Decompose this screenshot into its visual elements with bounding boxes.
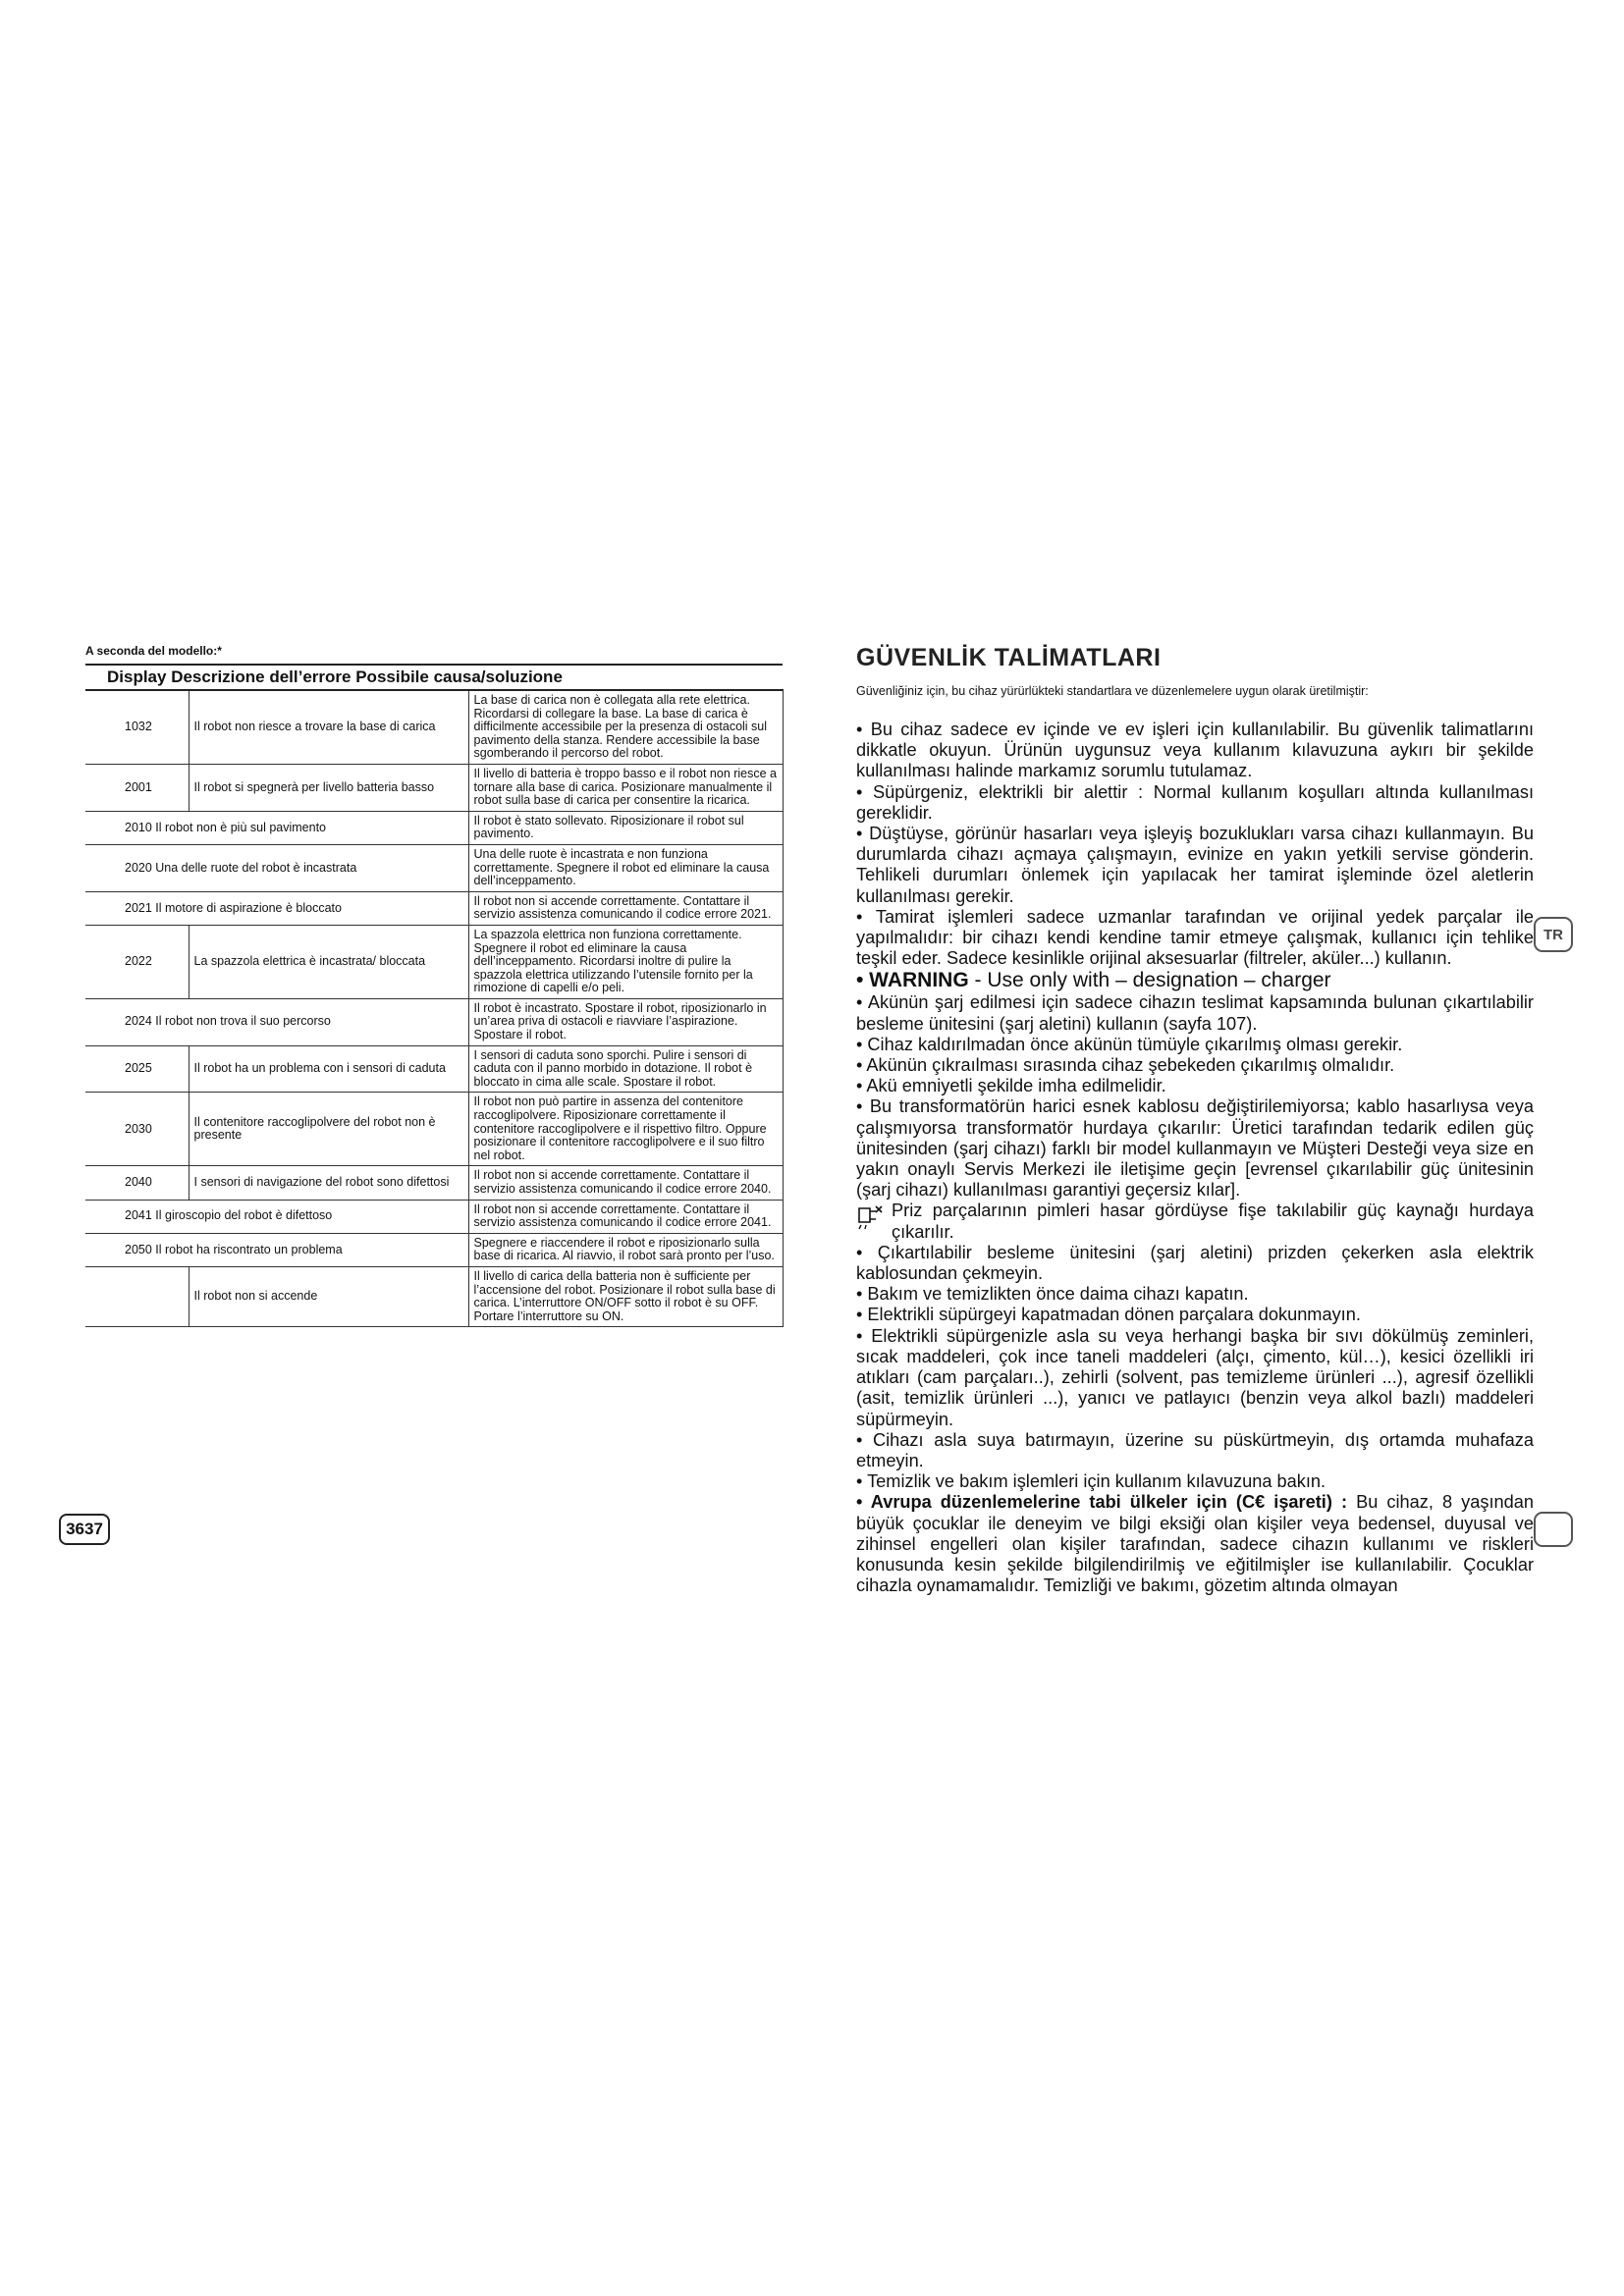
error-description: Il robot ha un problema con i sensori di caduta bbox=[189, 1045, 468, 1093]
page-number-box bbox=[1534, 1512, 1573, 1547]
error-solution: Il livello di carica della batteria non è sufficiente per l’accensione del robot. Posizionare il robot sulla base di carica. L’interruttore ON/OFF sotto il robot è su OFF. Portare l’interruttore su ON. bbox=[468, 1266, 783, 1326]
model-note: A seconda del modello:* bbox=[85, 644, 222, 658]
error-code: 2001 bbox=[85, 764, 189, 811]
table-row bbox=[85, 1200, 783, 1233]
error-solution: Il robot non si accende correttamente. Contattare il servizio assistenza comunicando il codice errore 2021. bbox=[468, 891, 783, 925]
table-row bbox=[85, 844, 783, 891]
error-solution: Il livello di batteria è troppo basso e il robot non riesce a tornare alla base di carica. Posizionare manualmente il robot sulla base di carica per consentire la ricarica. bbox=[468, 764, 783, 811]
safety-item: • Akü emniyetli şekilde imha edilmelidir. bbox=[856, 1076, 1166, 1096]
error-description: Il robot si spegnerà per livello batteria basso bbox=[189, 764, 468, 811]
error-table bbox=[85, 664, 784, 1327]
safety-item: • Temizlik ve bakım işlemleri için kullanım kılavuzuna bakın. bbox=[856, 1471, 1326, 1492]
table-row bbox=[85, 1233, 783, 1266]
safety-item: • Bu transformatörün harici esnek kablosu değiştirilemiyorsa; kablo hasarlıysa veya çalışmıyorsa transformatör hurdaya çıkarılır: Üretici tarafından tedarik edilen güç ünitesinden (şarj cihazı) farklı bir model kullanmayın ve Müşteri Desteği veya size en yakın onaylı Servis Merkezi ile iletişime geçin [evrensel çıkarılabilir güç ünitesinin (şarj cihazı) kullanılması garantiyi geçersiz kılar]. bbox=[856, 1096, 1534, 1201]
safety-item: • Çıkartılabilir besleme ünitesini (şarj aletini) prizden çekerken asla elektrik kablosundan çekmeyin. bbox=[856, 1242, 1534, 1284]
damaged-plug-text: Priz parçalarının pimleri hasar gördüyse fişe takılabilir güç kaynağı hurdaya çıkarılır. bbox=[892, 1201, 1534, 1242]
error-description: Il contenitore raccoglipolvere del robot non è presente bbox=[189, 1093, 468, 1166]
safety-item: • Düştüyse, görünür hasarları veya işleyiş bozuklukları varsa cihazı kullanmayın. Bu durumlarda cihazı açmaya çalışmayın, evinize en yakın yetkili servise gönderin. Tehlikeli durumları önlemek için yapılacak her tamirat işleminde özel aletlerin kullanılması gerekir. bbox=[856, 824, 1534, 906]
error-code: 2025 bbox=[85, 1045, 189, 1093]
safety-item: • Süpürgeniz, elektrikli bir alettir : Normal kullanım koşulları altında kullanılması gereklidir. bbox=[856, 781, 1534, 823]
error-description: Il robot non riesce a trovare la base di carica bbox=[189, 690, 468, 764]
error-solution: La spazzola elettrica non funziona correttamente. Spegnere il robot ed eliminare la causa dell’inceppamento. Ricordarsi inoltre di pulire la spazzola elettrica utilizzando l’utensile fornito per la rimozione di capelli e/o peli. bbox=[468, 925, 783, 998]
eu-regulation-label: • Avrupa düzenlemelerine tabi ülkeler için (C€ işareti) : bbox=[856, 1492, 1348, 1513]
table-row bbox=[85, 925, 783, 998]
table-header: Display Descrizione dell’errore Possibile causa/soluzione bbox=[85, 665, 783, 690]
error-code-description: 2010 Il robot non è più sul pavimento bbox=[85, 811, 468, 844]
safety-item: • Akünün şarj edilmesi için sadece cihazın teslimat kapsamında bulunan çıkartılabilir besleme ünitesini (şarj aletini) kullanın (sayfa 107). bbox=[856, 992, 1534, 1034]
warning-line bbox=[856, 969, 1534, 992]
error-code-description: 2020 Una delle ruote del robot è incastrata bbox=[85, 844, 468, 891]
error-solution: Il robot è incastrato. Spostare il robot, riposizionarlo in un’area priva di ostacoli e riavviare l’aspirazione. Spostare il robot. bbox=[468, 998, 783, 1045]
error-description: I sensori di navigazione del robot sono difettosi bbox=[189, 1166, 468, 1200]
warning-label: • WARNING bbox=[856, 969, 969, 992]
error-description: Il robot non si accende bbox=[189, 1266, 468, 1326]
damaged-plug-item bbox=[856, 1201, 1534, 1242]
error-code: 1032 bbox=[85, 690, 189, 764]
error-code-description: 2050 Il robot ha riscontrato un problema bbox=[85, 1233, 468, 1266]
safety-item: • Cihaz kaldırılmadan önce akünün tümüyle çıkarılmış olması gerekir. bbox=[856, 1034, 1403, 1054]
table-row bbox=[85, 1093, 783, 1166]
error-solution: Il robot non può partire in assenza del contenitore raccoglipolvere. Riposizionare correttamente il contenitore raccoglipolvere e il rispettivo filtro. Oppure posizionare il contenitore raccoglipolvere e il suo filtro nel robot. bbox=[468, 1093, 783, 1166]
intro-text: Güvenliğiniz için, bu cihaz yürürlükteki standartlara ve düzenlemelere uygun olarak üretilmiştir: bbox=[856, 684, 1369, 698]
right-page bbox=[856, 644, 1534, 1596]
safety-item: • Cihazı asla suya batırmayın, üzerine su püskürtmeyin, dış ortamda muhafaza etmeyin. bbox=[856, 1429, 1534, 1470]
table-row bbox=[85, 764, 783, 811]
table-row bbox=[85, 1266, 783, 1326]
error-description: La spazzola elettrica è incastrata/ bloccata bbox=[189, 925, 468, 998]
left-page bbox=[85, 644, 783, 1327]
error-code-description: 2024 Il robot non trova il suo percorso bbox=[85, 998, 468, 1045]
error-code-description: 2021 Il motore di aspirazione è bloccato bbox=[85, 891, 468, 925]
eu-regulation-item bbox=[856, 1492, 1534, 1596]
table-row bbox=[85, 998, 783, 1045]
safety-item: • Elektrikli süpürgenizle asla su veya herhangi başka bir sıvı dökülmüş zeminleri, sıcak maddeleri, çok ince taneli maddeleri (alçı, çimento, kül…), kesici özellikli iri atıkları (cam parçaları..), zehirli (solvent, pas temizleme ürünleri ...), agresif özellikli (asit, temizlik ürünleri ...), yanıcı ve patlayıcı (benzin veya alkol bazlı) maddeleri süpürmeyin. bbox=[856, 1325, 1534, 1429]
warning-text: - Use only with – designation – charger bbox=[968, 969, 1331, 992]
table-row bbox=[85, 1166, 783, 1200]
error-solution: I sensori di caduta sono sporchi. Pulire i sensori di caduta con il panno morbido in dotazione. Il robot è bloccato in cima alle scale. Spostare il robot. bbox=[468, 1045, 783, 1093]
safety-item: • Bu cihaz sadece ev içinde ve ev işleri için kullanılabilir. Bu güvenlik talimatlarını dikkatle okuyun. Ürünün uygunsuz veya kullanım kılavuzuna aykırı bir şekilde kullanılması halinde markamız sorumlu tutulamaz. bbox=[856, 720, 1534, 781]
error-solution: Il robot è stato sollevato. Riposizionare il robot sul pavimento. bbox=[468, 811, 783, 844]
eu-regulation-text: Bu cihaz, 8 yaşından büyük çocuklar ile deneyim ve bilgi eksiği olan kişiler veya bedensel, duyusal ve zihinsel engelleri olan kişiler tarafından, sadece cihazın kullanımı ve riskleri konusunda kesin şekilde bilgilendirilmiş ve eğitilmişler ise kullanılabilir. Çocuklar cihazla oynamamalıdır. Temizliği ve bakımı, gözetim altında olmayan bbox=[856, 1492, 1534, 1596]
table-row bbox=[85, 690, 783, 764]
error-code-description: 2041 Il giroscopio del robot è difettoso bbox=[85, 1200, 468, 1233]
safety-item: • Bakım ve temizlikten önce daima cihazı kapatın. bbox=[856, 1284, 1249, 1305]
safety-item: • Elektrikli süpürgeyi kapatmadan dönen parçalara dokunmayın. bbox=[856, 1305, 1361, 1325]
error-solution: La base di carica non è collegata alla rete elettrica. Ricordarsi di collegare la base. La base di carica è difficilmente accessibile per la presenza di ostacoli sul pavimento della stanza. Rendere accessibile la base sgomberando il percorso del robot. bbox=[468, 690, 783, 764]
table-row bbox=[85, 891, 783, 925]
safety-item: • Akünün çıkraılması sırasında cihaz şebekeden çıkarılmış olmalıdır. bbox=[856, 1055, 1395, 1076]
error-solution: Il robot non si accende correttamente. Contattare il servizio assistenza comunicando il codice errore 2041. bbox=[468, 1200, 783, 1233]
error-code: 2022 bbox=[85, 925, 189, 998]
language-tab-tr: TR bbox=[1534, 917, 1573, 952]
error-code: 2040 bbox=[85, 1166, 189, 1200]
error-code: 2030 bbox=[85, 1093, 189, 1166]
safety-item: • Tamirat işlemleri sadece uzmanlar tarafından ve orijinal yedek parçalar ile yapılmalıdır: bir cihazı kendi kendine tamir etmeye çalışmak, kullanıcı için tehlike teşkil eder. Sadece kesinlikle orijinal aksesuarlar (filtreler, aküler...) kullanın. bbox=[856, 906, 1534, 969]
error-solution: Spegnere e riaccendere il robot e riposizionarlo sulla base di ricarica. Al riavvio, il robot sarà pronto per l’uso. bbox=[468, 1233, 783, 1266]
table-row bbox=[85, 1045, 783, 1093]
error-code bbox=[85, 1266, 189, 1326]
page-title: GÜVENLİK TALİMATLARI bbox=[856, 644, 1162, 671]
error-solution: Il robot non si accende correttamente. Contattare il servizio assistenza comunicando il codice errore 2040. bbox=[468, 1166, 783, 1200]
error-solution: Una delle ruote è incastrata e non funziona correttamente. Spegnere il robot ed eliminare la causa dell’inceppamento. bbox=[468, 844, 783, 891]
table-row bbox=[85, 811, 783, 844]
page-number: 3637 bbox=[59, 1514, 110, 1545]
damaged-plug-icon bbox=[856, 1202, 886, 1230]
